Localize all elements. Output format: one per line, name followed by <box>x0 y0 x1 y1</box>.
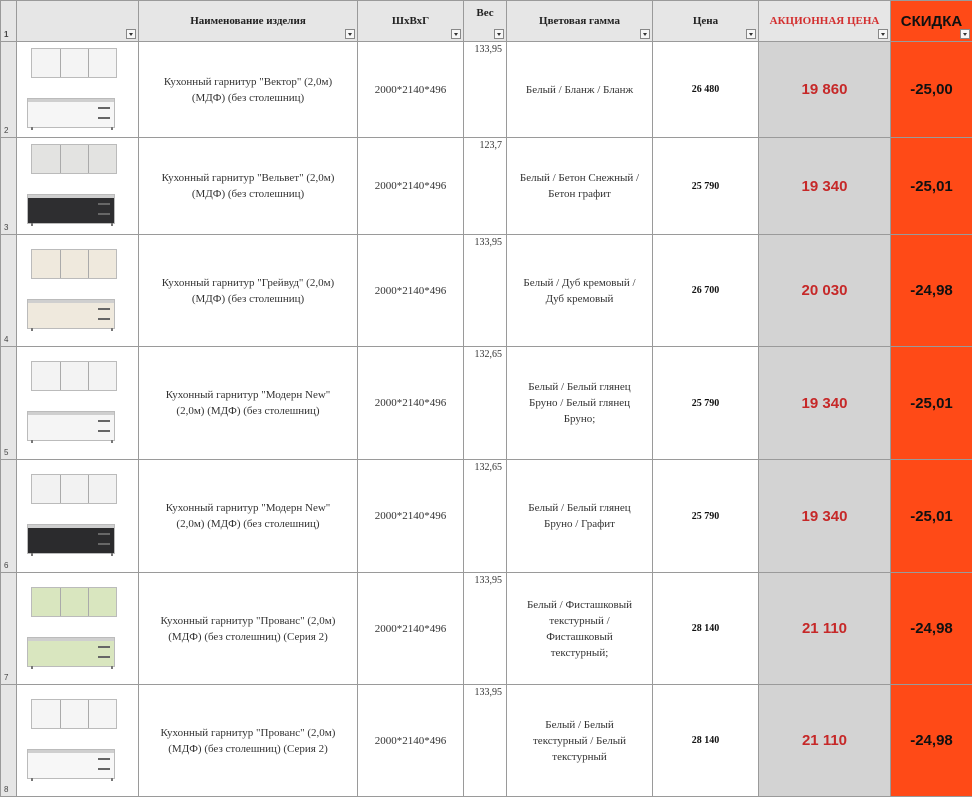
product-name-cell[interactable] <box>139 138 358 235</box>
kitchen-set-image <box>23 470 133 562</box>
name-column-header[interactable]: Наименование изделия <box>139 1 358 42</box>
product-name-line: (МДФ) (без столешниц) <box>142 90 354 106</box>
product-name-line: Кухонный гарнитур "Вельвет" (2,0м) <box>142 170 354 186</box>
color-cell[interactable] <box>507 347 653 460</box>
color-line: Белый / Бланж / Бланж <box>510 82 649 98</box>
lower-cabinets <box>27 194 115 224</box>
color-cell[interactable] <box>507 685 653 797</box>
color-line: Белый / Белый глянец <box>510 379 649 395</box>
row-header[interactable]: 3 <box>1 138 17 235</box>
kitchen-set-image <box>23 44 133 136</box>
size-cell[interactable]: 2000*2140*496 <box>358 42 464 138</box>
lower-cabinets <box>27 411 115 441</box>
price-cell[interactable]: 26 480 <box>653 42 759 138</box>
table-row <box>1 138 972 235</box>
cabinet-legs <box>31 328 113 331</box>
weight-cell[interactable]: 133,95 <box>464 235 507 347</box>
upper-cabinets <box>31 587 117 617</box>
price-cell[interactable]: 28 140 <box>653 685 759 797</box>
product-name-line: (МДФ) (без столешниц) (Серия 2) <box>142 741 354 757</box>
product-name-line: Кухонный гарнитур "Вектор" (2,0м) <box>142 74 354 90</box>
color-cell[interactable] <box>507 573 653 685</box>
promo-price-cell[interactable]: 19 340 <box>759 460 891 573</box>
product-name-cell[interactable] <box>139 460 358 573</box>
promo-price-cell[interactable]: 19 340 <box>759 138 891 235</box>
filter-dropdown-icon[interactable] <box>878 29 888 39</box>
promo-price-cell[interactable]: 20 030 <box>759 235 891 347</box>
discount-cell[interactable]: -24,98 <box>891 573 972 685</box>
size-cell[interactable]: 2000*2140*496 <box>358 573 464 685</box>
filter-dropdown-icon[interactable] <box>960 29 970 39</box>
upper-cabinets <box>31 699 117 729</box>
weight-cell[interactable]: 123,7 <box>464 138 507 235</box>
image-column-header[interactable] <box>17 1 139 42</box>
promo-price-cell[interactable]: 19 860 <box>759 42 891 138</box>
upper-cabinets <box>31 361 117 391</box>
filter-dropdown-icon[interactable] <box>451 29 461 39</box>
product-image[interactable] <box>17 460 139 573</box>
product-name-line: (МДФ) (без столешниц) (Серия 2) <box>142 629 354 645</box>
product-name-cell[interactable] <box>139 573 358 685</box>
weight-cell[interactable]: 133,95 <box>464 42 507 138</box>
filter-dropdown-icon[interactable] <box>345 29 355 39</box>
product-image[interactable] <box>17 347 139 460</box>
lower-cabinets <box>27 524 115 554</box>
lower-cabinets <box>27 98 115 128</box>
product-name-line: (МДФ) (без столешниц) <box>142 291 354 307</box>
row-header-1: 1 <box>1 1 17 42</box>
kitchen-set-image <box>23 357 133 449</box>
color-line: Белый / Белый глянец <box>510 500 649 516</box>
weight-cell[interactable]: 133,95 <box>464 685 507 797</box>
price-cell[interactable]: 25 790 <box>653 347 759 460</box>
weight-cell[interactable]: 132,65 <box>464 460 507 573</box>
price-cell[interactable]: 26 700 <box>653 235 759 347</box>
product-name-cell[interactable] <box>139 235 358 347</box>
color-line: Бруно / Графит <box>510 516 649 532</box>
upper-cabinets <box>31 474 117 504</box>
color-line: Фисташковый <box>510 629 649 645</box>
filter-dropdown-icon[interactable] <box>494 29 504 39</box>
color-line: Бруно; <box>510 411 649 427</box>
color-line: Белый / Фисташковый <box>510 597 649 613</box>
upper-cabinets <box>31 144 117 174</box>
row-header[interactable]: 2 <box>1 42 17 138</box>
cabinet-legs <box>31 223 113 226</box>
color-line: Бруно / Белый глянец <box>510 395 649 411</box>
product-name-line: Кухонный гарнитур "Модерн New" <box>142 387 354 403</box>
color-cell[interactable] <box>507 235 653 347</box>
weight-cell[interactable]: 133,95 <box>464 573 507 685</box>
cabinet-legs <box>31 666 113 669</box>
cabinet-legs <box>31 440 113 443</box>
product-name-line: (2,0м) (МДФ) (без столешниц) <box>142 516 354 532</box>
color-line: текстурный; <box>510 645 649 661</box>
table-row <box>1 460 972 573</box>
product-image[interactable] <box>17 42 139 138</box>
table-row <box>1 235 972 347</box>
table-row <box>1 573 972 685</box>
discount-cell[interactable]: -25,01 <box>891 138 972 235</box>
lower-cabinets <box>27 299 115 329</box>
header-row <box>1 1 972 42</box>
promo-price-cell[interactable]: 19 340 <box>759 347 891 460</box>
discount-column-header[interactable]: СКИДКА <box>891 1 972 42</box>
size-cell[interactable]: 2000*2140*496 <box>358 347 464 460</box>
product-name-line: Кухонный гарнитур "Прованс" (2,0м) <box>142 725 354 741</box>
table-row <box>1 347 972 460</box>
upper-cabinets <box>31 249 117 279</box>
discount-cell[interactable]: -24,98 <box>891 235 972 347</box>
kitchen-set-image <box>23 140 133 232</box>
discount-cell[interactable]: -25,00 <box>891 42 972 138</box>
color-line: текстурный <box>510 749 649 765</box>
color-line: Белый / Бетон Снежный / <box>510 170 649 186</box>
product-image[interactable] <box>17 138 139 235</box>
upper-cabinets <box>31 48 117 78</box>
discount-cell[interactable]: -25,01 <box>891 460 972 573</box>
size-cell[interactable]: 2000*2140*496 <box>358 460 464 573</box>
size-cell[interactable]: 2000*2140*496 <box>358 138 464 235</box>
color-line: Белый / Дуб кремовый / <box>510 275 649 291</box>
cabinet-legs <box>31 553 113 556</box>
filter-dropdown-icon[interactable] <box>746 29 756 39</box>
product-name-line: Кухонный гарнитур "Модерн New" <box>142 500 354 516</box>
product-name-cell[interactable] <box>139 685 358 797</box>
lower-cabinets <box>27 637 115 667</box>
product-name-cell[interactable] <box>139 347 358 460</box>
weight-column-header[interactable]: Вес <box>464 1 507 42</box>
product-image[interactable] <box>17 685 139 797</box>
filter-dropdown-icon[interactable] <box>126 29 136 39</box>
weight-cell[interactable]: 132,65 <box>464 347 507 460</box>
row-header[interactable]: 5 <box>1 347 17 460</box>
price-cell[interactable]: 25 790 <box>653 138 759 235</box>
product-name-line: (МДФ) (без столешниц) <box>142 186 354 202</box>
product-name-cell[interactable] <box>139 42 358 138</box>
lower-cabinets <box>27 749 115 779</box>
color-line: Белый / Белый <box>510 717 649 733</box>
color-cell[interactable] <box>507 138 653 235</box>
product-image[interactable] <box>17 573 139 685</box>
size-cell[interactable]: 2000*2140*496 <box>358 235 464 347</box>
color-cell[interactable] <box>507 42 653 138</box>
cabinet-legs <box>31 127 113 130</box>
table-row <box>1 685 972 797</box>
discount-cell[interactable]: -24,98 <box>891 685 972 797</box>
product-name-line: Кухонный гарнитур "Прованс" (2,0м) <box>142 613 354 629</box>
color-line: Дуб кремовый <box>510 291 649 307</box>
color-column-header[interactable]: Цветовая гамма <box>507 1 653 42</box>
product-name-line: (2,0м) (МДФ) (без столешниц) <box>142 403 354 419</box>
product-name-line: Кухонный гарнитур "Грейвуд" (2,0м) <box>142 275 354 291</box>
filter-dropdown-icon[interactable] <box>640 29 650 39</box>
price-cell[interactable]: 28 140 <box>653 573 759 685</box>
color-line: текстурный / Белый <box>510 733 649 749</box>
row-header[interactable]: 6 <box>1 460 17 573</box>
kitchen-set-image <box>23 245 133 337</box>
price-column-header[interactable]: Цена <box>653 1 759 42</box>
color-line: Бетон графит <box>510 186 649 202</box>
table-row <box>1 42 972 138</box>
kitchen-set-image <box>23 695 133 787</box>
row-header[interactable]: 4 <box>1 235 17 347</box>
product-image[interactable] <box>17 235 139 347</box>
row-header[interactable]: 7 <box>1 573 17 685</box>
promo-price-cell[interactable]: 21 110 <box>759 573 891 685</box>
size-column-header[interactable]: ШхВхГ <box>358 1 464 42</box>
size-cell[interactable]: 2000*2140*496 <box>358 685 464 797</box>
discount-cell[interactable]: -25,01 <box>891 347 972 460</box>
color-cell[interactable] <box>507 460 653 573</box>
color-line: текстурный / <box>510 613 649 629</box>
promo-price-cell[interactable]: 21 110 <box>759 685 891 797</box>
cabinet-legs <box>31 778 113 781</box>
promo-price-column-header[interactable]: АКЦИОННАЯ ЦЕНА <box>759 1 891 42</box>
row-header[interactable]: 8 <box>1 685 17 797</box>
kitchen-set-image <box>23 583 133 675</box>
price-cell[interactable]: 25 790 <box>653 460 759 573</box>
